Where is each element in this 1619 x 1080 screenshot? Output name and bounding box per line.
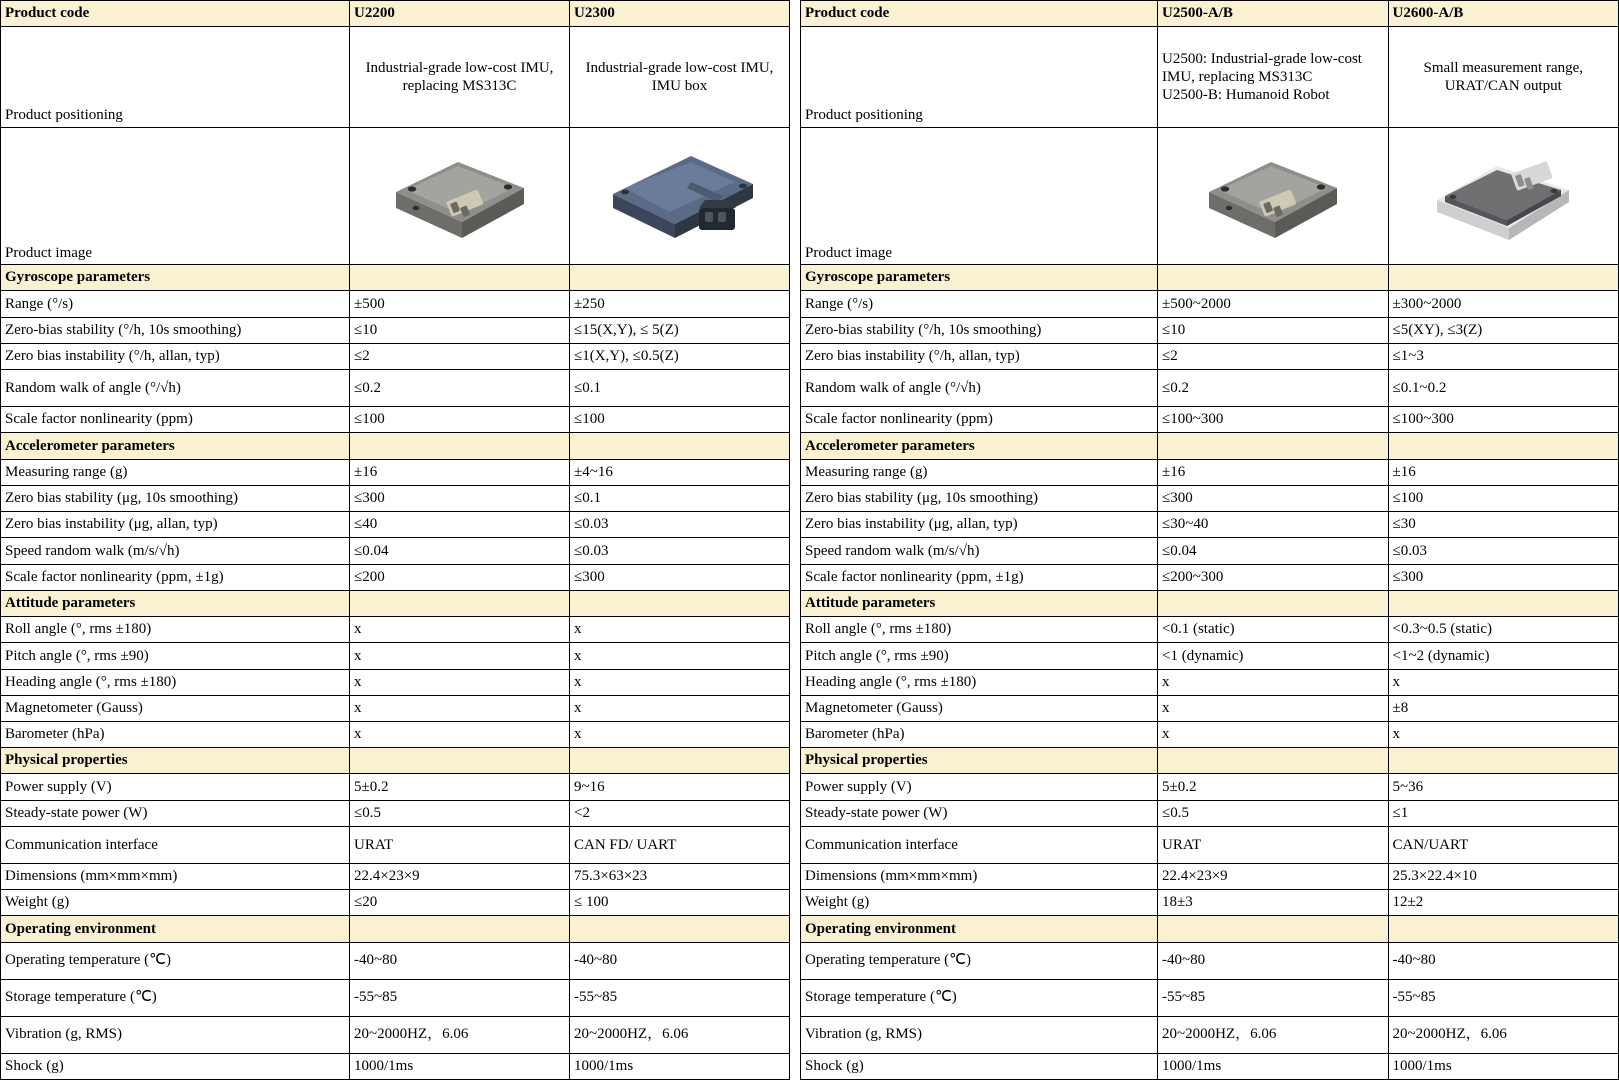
row-label: Power supply (V) [1,774,350,800]
row-label: Barometer (hPa) [801,721,1158,747]
cell-value: 20~2000HZ，6.06 [570,1016,790,1053]
cell-value: 9~16 [570,774,790,800]
cell-value [570,590,790,616]
row-label: Steady-state power (W) [1,800,350,826]
row-label: Range (°/s) [801,291,1158,317]
cell-value: ≤0.03 [570,512,790,538]
table-row [1,863,790,889]
cell-value [350,590,570,616]
table-row [1,564,790,590]
cell-value: <0.1 (static) [1158,617,1389,643]
cell-value: x [350,617,570,643]
cell-value [1158,590,1389,616]
row-label: Shock (g) [1,1053,350,1079]
section-row [801,265,1619,291]
row-label: Attitude parameters [801,590,1158,616]
cell-value: -40~80 [350,942,570,979]
row-label: Steady-state power (W) [801,800,1158,826]
row-label: Heading angle (°, rms ±180) [1,669,350,695]
row-label: Barometer (hPa) [1,721,350,747]
table-row [1,1016,790,1053]
cell-value: 5±0.2 [350,774,570,800]
cell-value: ≤1(X,Y), ≤0.5(Z) [570,343,790,369]
table-row [1,291,790,317]
cell-value [1158,433,1389,459]
cell-value: ≤0.5 [350,800,570,826]
table-row [801,1053,1619,1079]
row-label: Shock (g) [801,1053,1158,1079]
row-label: Random walk of angle (°/√h) [801,370,1158,407]
cell-value: 22.4×23×9 [350,863,570,889]
cell-value: 5±0.2 [1158,774,1389,800]
table-row [1,459,790,485]
table-row [1,317,790,343]
column-header: U2600-A/B [1388,1,1619,27]
table-row [1,721,790,747]
cell-value: ≤100 [350,407,570,433]
cell-value [1388,590,1619,616]
row-label: Heading angle (°, rms ±180) [801,669,1158,695]
table-row [1,128,790,265]
cell-value: x [1158,695,1389,721]
positioning-line: Small measurement range, URAT/CAN output [1423,60,1584,95]
cell-value [1388,433,1619,459]
cell-value: ≤2 [350,343,570,369]
row-label: Product code [1,1,350,27]
cell-value: x [350,643,570,669]
cell-value: 22.4×23×9 [1158,863,1389,889]
cell-value: x [350,695,570,721]
table-row [801,800,1619,826]
section-row [801,916,1619,942]
row-label: Gyroscope parameters [1,265,350,291]
row-label: Pitch angle (°, rms ±90) [1,643,350,669]
row-label: Speed random walk (m/s/√h) [801,538,1158,564]
imu-module-gray-image [350,128,570,265]
cell-value: ≤300 [570,564,790,590]
cell-value: ≤10 [350,317,570,343]
cell-value: ≤ 100 [570,890,790,916]
table-row [1,695,790,721]
table-row [1,826,790,863]
table-row [1,890,790,916]
row-label: Scale factor nonlinearity (ppm, ±1g) [801,564,1158,590]
table-row [801,538,1619,564]
cell-value: ≤100 [1388,485,1619,511]
row-label: Communication interface [1,826,350,863]
cell-value: -40~80 [570,942,790,979]
cell-value: ≤5(XY), ≤3(Z) [1388,317,1619,343]
spec-table-left [0,0,790,1080]
spec-table-right-body [801,1,1619,1080]
row-label: Vibration (g, RMS) [801,1016,1158,1053]
row-label: Storage temperature (℃) [801,979,1158,1016]
cell-value [1158,748,1389,774]
row-label: Power supply (V) [801,774,1158,800]
cell-value: x [570,695,790,721]
table-row [801,128,1619,265]
row-label: Magnetometer (Gauss) [1,695,350,721]
imu-module-gray-image-wrap [1160,133,1386,259]
cell-value: x [570,721,790,747]
cell-value: 1000/1ms [350,1053,570,1079]
cell-value: x [1158,669,1389,695]
row-label: Dimensions (mm×mm×mm) [801,863,1158,889]
table-row [801,979,1619,1016]
section-row [801,433,1619,459]
cell-value: ≤20 [350,890,570,916]
panel-divider [790,0,800,1080]
section-row [1,265,790,291]
table-row [801,721,1619,747]
cell-value: ≤1~3 [1388,343,1619,369]
table-row [801,370,1619,407]
cell-value: ±500~2000 [1158,291,1389,317]
imu-module-white-base-image [1388,128,1619,265]
cell-value: -40~80 [1388,942,1619,979]
row-label: Physical properties [801,748,1158,774]
cell-value: URAT [1158,826,1389,863]
cell-value: ≤0.1 [570,370,790,407]
row-label: Product positioning [1,27,350,128]
cell-value: x [1388,721,1619,747]
row-label: Zero bias instability (°/h, allan, typ) [801,343,1158,369]
row-label: Zero bias instability (°/h, allan, typ) [1,343,350,369]
table-row [1,485,790,511]
cell-value: ±250 [570,291,790,317]
table-row [1,538,790,564]
column-header: U2300 [570,1,790,27]
cell-value: 1000/1ms [1388,1053,1619,1079]
cell-value: <1~2 (dynamic) [1388,643,1619,669]
cell-value: 12±2 [1388,890,1619,916]
table-row [801,485,1619,511]
row-label: Zero-bias stability (°/h, 10s smoothing) [801,317,1158,343]
imu-module-gray-image [1158,128,1389,265]
table-row [801,317,1619,343]
row-label: Zero bias stability (μg, 10s smoothing) [801,485,1158,511]
row-label: Zero bias instability (μg, allan, typ) [1,512,350,538]
cell-value [1388,748,1619,774]
cell-value: ≤0.04 [1158,538,1389,564]
imu-module-gray-image-wrap [352,133,567,259]
row-label: Scale factor nonlinearity (ppm, ±1g) [1,564,350,590]
cell-value: 20~2000HZ，6.06 [1388,1016,1619,1053]
cell-value: ±300~2000 [1388,291,1619,317]
cell-value: x [350,669,570,695]
row-label: Measuring range (g) [1,459,350,485]
table-row [801,27,1619,128]
cell-value: ≤300 [1388,564,1619,590]
table-row [1,370,790,407]
table-row [801,564,1619,590]
table-row [801,512,1619,538]
cell-value: x [1158,721,1389,747]
cell-value: CAN/UART [1388,826,1619,863]
row-label: Weight (g) [801,890,1158,916]
cell-value [570,433,790,459]
cell-value: x [350,721,570,747]
row-label: Roll angle (°, rms ±180) [1,617,350,643]
cell-value: 5~36 [1388,774,1619,800]
row-label: Attitude parameters [1,590,350,616]
row-label: Measuring range (g) [801,459,1158,485]
right-spec-panel [800,0,1619,1080]
cell-value: ±16 [1158,459,1389,485]
positioning-value [1388,27,1619,128]
row-label: Range (°/s) [1,291,350,317]
row-label: Random walk of angle (°/√h) [1,370,350,407]
cell-value: ≤0.2 [1158,370,1389,407]
row-label: Product image [1,128,350,265]
table-row [1,774,790,800]
row-label: Weight (g) [1,890,350,916]
cell-value: ±8 [1388,695,1619,721]
cell-value: ≤200 [350,564,570,590]
positioning-line: Industrial-grade low-cost IMU, replacing MS313C [365,60,554,95]
table-row [801,617,1619,643]
cell-value: 25.3×22.4×10 [1388,863,1619,889]
table-row [801,343,1619,369]
table-row [1,643,790,669]
positioning-value [1158,27,1389,128]
cell-value [350,916,570,942]
positioning-line: Industrial-grade low-cost IMU, IMU box [585,60,774,95]
row-label: Zero-bias stability (°/h, 10s smoothing) [1,317,350,343]
cell-value: URAT [350,826,570,863]
cell-value: ≤10 [1158,317,1389,343]
row-label: Scale factor nonlinearity (ppm) [801,407,1158,433]
section-row [1,916,790,942]
cell-value: ≤100~300 [1158,407,1389,433]
table-row [1,617,790,643]
table-row [801,407,1619,433]
imu-box-blue-image [570,128,790,265]
cell-value: <1 (dynamic) [1158,643,1389,669]
cell-value: ≤0.1~0.2 [1388,370,1619,407]
cell-value: 18±3 [1158,890,1389,916]
table-row [1,979,790,1016]
table-row [1,1,790,27]
cell-value: -40~80 [1158,942,1389,979]
cell-value: ≤100 [570,407,790,433]
section-row [1,590,790,616]
cell-value: ≤30 [1388,512,1619,538]
cell-value: <0.3~0.5 (static) [1388,617,1619,643]
cell-value: x [570,617,790,643]
table-row [1,942,790,979]
row-label: Communication interface [801,826,1158,863]
row-label: Product positioning [801,27,1158,128]
cell-value: x [1388,669,1619,695]
row-label: Operating environment [801,916,1158,942]
section-row [1,748,790,774]
row-label: Accelerometer parameters [1,433,350,459]
row-label: Scale factor nonlinearity (ppm) [1,407,350,433]
table-row [1,1053,790,1079]
imu-box-blue-image-wrap [572,133,787,259]
cell-value: 1000/1ms [570,1053,790,1079]
table-row [801,890,1619,916]
cell-value: ≤300 [350,485,570,511]
cell-value: 20~2000HZ，6.06 [1158,1016,1389,1053]
cell-value: ±16 [1388,459,1619,485]
cell-value: -55~85 [350,979,570,1016]
row-label: Product code [801,1,1158,27]
section-row [801,590,1619,616]
positioning-line: U2500: Industrial-grade low-cost IMU, replacing MS313C [1162,51,1362,86]
left-spec-panel [0,0,790,1080]
row-label: Speed random walk (m/s/√h) [1,538,350,564]
spec-table-left-body [1,1,790,1080]
cell-value: CAN FD/ UART [570,826,790,863]
row-label: Zero bias stability (μg, 10s smoothing) [1,485,350,511]
cell-value: x [570,643,790,669]
column-header: U2500-A/B [1158,1,1389,27]
cell-value [1158,916,1389,942]
cell-value: -55~85 [1158,979,1389,1016]
cell-value [570,748,790,774]
column-header: U2200 [350,1,570,27]
cell-value [350,265,570,291]
row-label: Roll angle (°, rms ±180) [801,617,1158,643]
table-row [1,800,790,826]
row-label: Operating temperature (℃) [1,942,350,979]
cell-value: ≤30~40 [1158,512,1389,538]
table-row [801,826,1619,863]
cell-value: ≤0.03 [1388,538,1619,564]
row-label: Operating temperature (℃) [801,942,1158,979]
cell-value: ≤0.04 [350,538,570,564]
cell-value [570,916,790,942]
positioning-value [570,27,790,128]
cell-value: ≤15(X,Y), ≤ 5(Z) [570,317,790,343]
row-label: Dimensions (mm×mm×mm) [1,863,350,889]
table-row [1,27,790,128]
cell-value: ≤0.5 [1158,800,1389,826]
cell-value: ≤0.1 [570,485,790,511]
cell-value: ≤200~300 [1158,564,1389,590]
row-label: Physical properties [1,748,350,774]
cell-value: x [570,669,790,695]
table-row [1,669,790,695]
section-row [1,433,790,459]
cell-value: ±4~16 [570,459,790,485]
row-label: Operating environment [1,916,350,942]
table-row [801,774,1619,800]
positioning-value [350,27,570,128]
cell-value: 75.3×63×23 [570,863,790,889]
row-label: Zero bias instability (μg, allan, typ) [801,512,1158,538]
cell-value: -55~85 [1388,979,1619,1016]
cell-value [1388,265,1619,291]
cell-value [350,433,570,459]
section-row [801,748,1619,774]
row-label: Product image [801,128,1158,265]
row-label: Magnetometer (Gauss) [801,695,1158,721]
table-row [801,942,1619,979]
table-row [1,512,790,538]
table-row [801,1,1619,27]
table-row [801,643,1619,669]
cell-value [570,265,790,291]
cell-value: ≤1 [1388,800,1619,826]
table-row [801,863,1619,889]
table-row [801,669,1619,695]
cell-value: ≤40 [350,512,570,538]
table-row [801,695,1619,721]
cell-value: ≤0.2 [350,370,570,407]
table-row [801,459,1619,485]
cell-value: ≤0.03 [570,538,790,564]
spec-table-right [800,0,1619,1080]
table-row [801,1016,1619,1053]
cell-value: 1000/1ms [1158,1053,1389,1079]
cell-value: -55~85 [570,979,790,1016]
cell-value: ±500 [350,291,570,317]
cell-value [1388,916,1619,942]
positioning-line: U2500-B: Humanoid Robot [1162,87,1330,104]
row-label: Vibration (g, RMS) [1,1016,350,1053]
imu-module-white-base-image-wrap [1391,133,1617,259]
table-row [801,291,1619,317]
cell-value: 20~2000HZ，6.06 [350,1016,570,1053]
row-label: Pitch angle (°, rms ±90) [801,643,1158,669]
cell-value [1158,265,1389,291]
row-label: Gyroscope parameters [801,265,1158,291]
cell-value: ±16 [350,459,570,485]
cell-value: ≤100~300 [1388,407,1619,433]
cell-value: <2 [570,800,790,826]
table-row [1,407,790,433]
row-label: Accelerometer parameters [801,433,1158,459]
cell-value [350,748,570,774]
cell-value: ≤300 [1158,485,1389,511]
cell-value: ≤2 [1158,343,1389,369]
table-row [1,343,790,369]
row-label: Storage temperature (℃) [1,979,350,1016]
